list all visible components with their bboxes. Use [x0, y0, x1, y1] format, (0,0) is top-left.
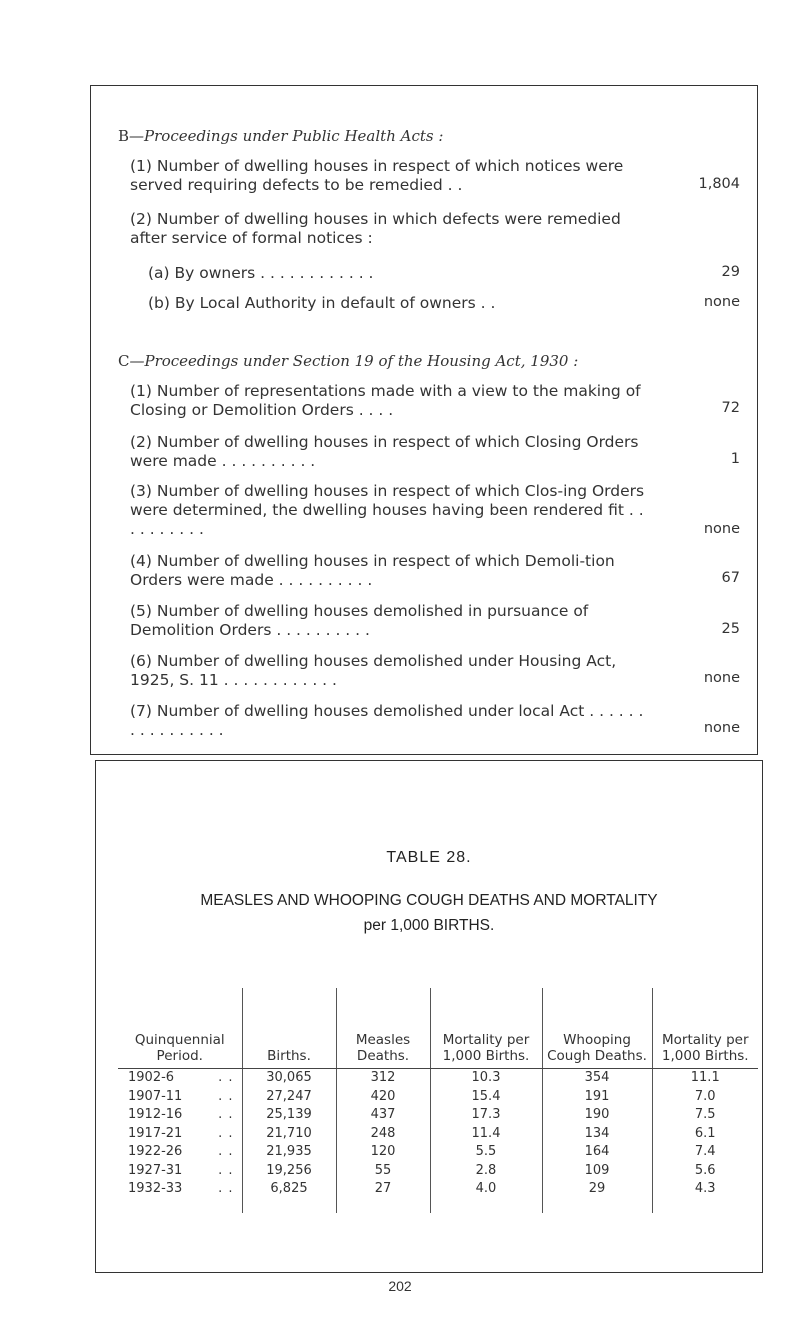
section-c-item-1: (1) Number of representations made with a view to the making of Closing or Demolition Orders . . . . — [130, 382, 641, 419]
section-c-title-text: —Proceedings under Section 19 of the Housing Act, 1930 : — [129, 352, 579, 370]
cell-whooping-deaths: 109 — [542, 1162, 652, 1181]
leader-dots: . . — [218, 1144, 234, 1159]
cell-measles-mortality: 10.3 — [430, 1069, 542, 1088]
leader-dots: . . — [218, 1125, 234, 1141]
leader-dots: . . — [218, 1107, 234, 1122]
header-measles-deaths: Measles Deaths. — [336, 988, 430, 1069]
section-c-item-1-value: 72 — [721, 400, 740, 416]
leader-dots: . . — [218, 1181, 234, 1196]
cell-whooping-deaths: 190 — [542, 1106, 652, 1125]
table-row — [118, 1125, 758, 1144]
cell-measles-mortality: 5.5 — [430, 1143, 542, 1162]
cell-measles-mortality: 11.4 — [430, 1125, 542, 1144]
cell-measles-mortality: 2.8 — [430, 1162, 542, 1181]
table-row — [118, 1088, 758, 1107]
leader-dots: . . — [218, 1088, 234, 1104]
section-c-item-3: (3) Number of dwelling houses in respect of which Clos-ing Orders were determined, the dwelling houses having been rendered fit . . . . . . . . . . — [130, 482, 645, 538]
section-b-title — [118, 127, 443, 145]
header-births: Births. — [242, 988, 336, 1069]
header-period: Quinquennial Period. — [118, 988, 242, 1069]
cell-measles-deaths: 420 — [336, 1088, 430, 1107]
cell-births: 21,935 — [242, 1143, 336, 1162]
cell-whooping-mortality: 7.4 — [694, 1144, 716, 1159]
header-whooping-cough-mortality: Mortality per 1,000 Births. — [652, 988, 758, 1069]
cell-period: 1912-16 — [128, 1107, 183, 1122]
leader-dots: . . — [218, 1070, 234, 1085]
cell-whooping-mortality: 7.0 — [694, 1088, 716, 1104]
table-row — [118, 1180, 758, 1213]
section-c-item-6: (6) Number of dwelling houses demolished under Housing Act, 1925, S. 11 . . . . . . . . . . . . — [130, 652, 617, 689]
cell-whooping-mortality: 11.1 — [690, 1070, 720, 1085]
cell-period: 1907-11 — [128, 1088, 183, 1104]
cell-whooping-deaths: 29 — [542, 1180, 652, 1213]
header-measles-mortality: Mortality per 1,000 Births. — [430, 988, 542, 1069]
section-b-title-text: —Proceedings under Public Health Acts : — [129, 127, 444, 145]
section-b-item-2a-value: 29 — [721, 264, 740, 280]
cell-whooping-mortality: 5.6 — [694, 1162, 716, 1178]
cell-births: 30,065 — [242, 1069, 336, 1088]
section-b-label: B — [118, 127, 130, 145]
cell-whooping-mortality: 6.1 — [694, 1125, 716, 1141]
section-c-item-5: (5) Number of dwelling houses demolished in pursuance of Demolition Orders . . . . . . . . . . — [130, 602, 589, 639]
cell-births: 19,256 — [242, 1162, 336, 1181]
cell-measles-deaths: 55 — [336, 1162, 430, 1181]
section-c-item-2: (2) Number of dwelling houses in respect of which Closing Orders were made . . . . . . . . . . — [130, 433, 639, 470]
section-c-item-4: (4) Number of dwelling houses in respect of which Demoli-tion Orders were made . . . . . . . . . . — [130, 552, 615, 589]
section-c-label: C — [118, 352, 130, 370]
section-c-item-6-value: none — [703, 670, 740, 686]
cell-measles-deaths: 312 — [336, 1069, 430, 1088]
cell-whooping-deaths: 164 — [542, 1143, 652, 1162]
section-c-item-3-value: none — [703, 521, 740, 537]
table-row — [118, 1106, 758, 1125]
cell-measles-deaths: 120 — [336, 1143, 430, 1162]
table-row — [118, 1069, 758, 1088]
cell-whooping-deaths: 134 — [542, 1125, 652, 1144]
section-b-item-1: (1) Number of dwelling houses in respect of which notices were served requiring defects to be remedied . . — [130, 157, 624, 194]
cell-whooping-deaths: 191 — [542, 1088, 652, 1107]
cell-period: 1927-31 — [128, 1162, 183, 1178]
section-c-item-7: (7) Number of dwelling houses demolished under local Act . . . . . . . . . . . . . . . . — [130, 702, 644, 739]
section-c-item-2-value: 1 — [730, 451, 740, 467]
section-b-item-2b: (b) By Local Authority in default of owners . . — [148, 294, 496, 312]
page-number: 202 — [388, 1278, 412, 1294]
table-title-line-2: per 1,000 BIRTHS. — [363, 917, 495, 934]
cell-period: 1902-6 — [128, 1070, 175, 1085]
section-b-item-2: (2) Number of dwelling houses in which defects were remedied after service of formal notices : — [130, 210, 621, 247]
cell-period: 1922-26 — [128, 1144, 183, 1159]
table-row — [118, 1143, 758, 1162]
measles-whooping-cough-table — [118, 988, 758, 1213]
cell-measles-mortality: 15.4 — [430, 1088, 542, 1107]
cell-whooping-deaths: 354 — [542, 1069, 652, 1088]
cell-births: 25,139 — [242, 1106, 336, 1125]
table-header-row — [118, 988, 758, 1069]
leader-dots: . . — [218, 1162, 234, 1178]
cell-measles-mortality: 4.0 — [430, 1180, 542, 1213]
section-b-item-2b-value: none — [703, 294, 740, 310]
cell-whooping-mortality: 7.5 — [694, 1107, 716, 1122]
table-row — [118, 1162, 758, 1181]
section-c-item-5-value: 25 — [721, 621, 740, 637]
cell-measles-deaths: 27 — [336, 1180, 430, 1213]
table-title-line-1: MEASLES AND WHOOPING COUGH DEATHS AND MORTALITY — [200, 892, 658, 909]
cell-measles-deaths: 248 — [336, 1125, 430, 1144]
table-number: TABLE 28. — [386, 849, 472, 866]
section-b-item-2a: (a) By owners . . . . . . . . . . . . — [148, 264, 374, 282]
cell-period: 1917-21 — [128, 1125, 183, 1141]
cell-births: 21,710 — [242, 1125, 336, 1144]
section-c-title — [118, 352, 578, 370]
cell-measles-deaths: 437 — [336, 1106, 430, 1125]
section-c-item-4-value: 67 — [721, 570, 740, 586]
cell-period: 1932-33 — [128, 1181, 183, 1196]
cell-whooping-mortality: 4.3 — [694, 1181, 716, 1196]
header-whooping-cough-deaths: Whooping Cough Deaths. — [542, 988, 652, 1069]
cell-births: 27,247 — [242, 1088, 336, 1107]
section-c-item-7-value: none — [703, 720, 740, 736]
cell-measles-mortality: 17.3 — [430, 1106, 542, 1125]
section-b-item-1-value: 1,804 — [698, 176, 740, 192]
cell-births: 6,825 — [242, 1180, 336, 1213]
